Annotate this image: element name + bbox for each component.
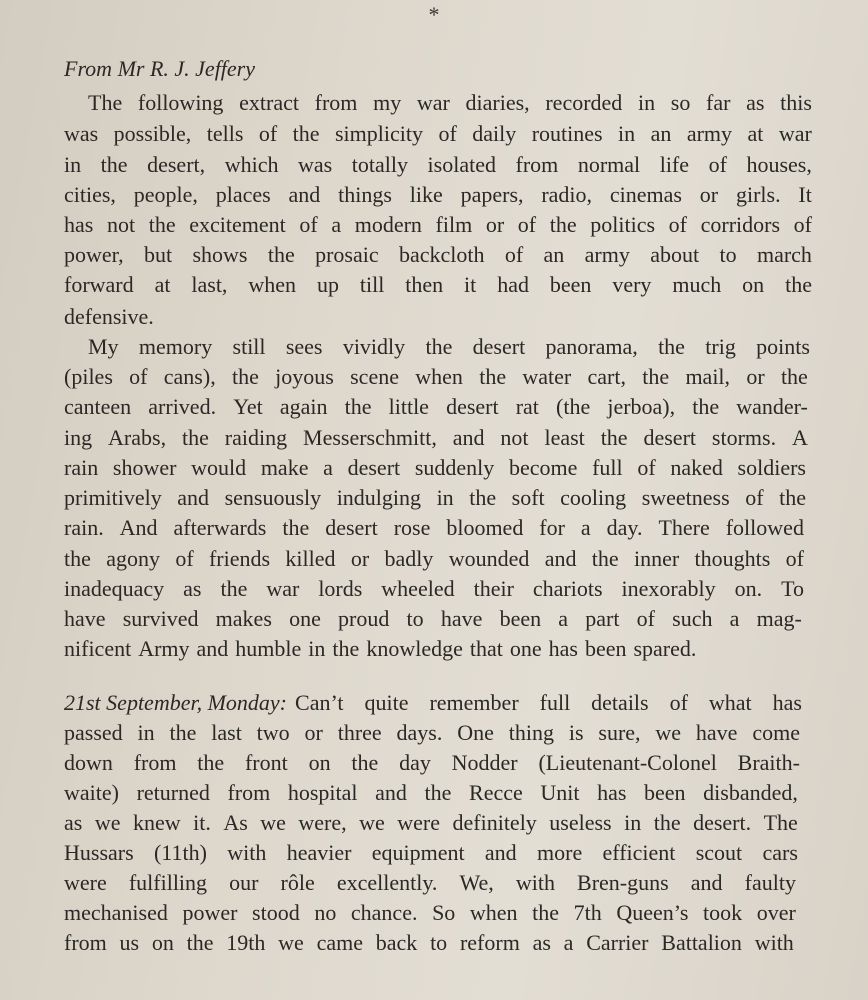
line-text: Can’t quite remember full details of what has	[295, 690, 802, 715]
line-text: were fulfilling our rôle excellently. We, with Bren-guns and faulty	[64, 870, 796, 895]
text-line	[64, 483, 806, 513]
text-line	[64, 838, 798, 868]
diary-date-label: 21st September, Monday:	[64, 690, 288, 715]
text-line	[64, 150, 812, 180]
line-text: as we knew it. As we were, we were definitely useless in the desert. The	[64, 810, 798, 835]
line-text: was possible, tells of the simplicity of daily routines in an army at war	[64, 121, 812, 146]
text-line	[64, 423, 808, 453]
text-line	[88, 88, 812, 118]
text-line	[64, 688, 802, 718]
line-text: inadequacy as the war lords wheeled their chariots inexorably on. To	[64, 576, 804, 601]
line-text: primitively and sensuously indulging in the soft cooling sweetness of the	[64, 485, 806, 510]
line-text: in the desert, which was totally isolated from normal life of houses,	[64, 152, 812, 177]
text-line	[64, 119, 812, 149]
text-line	[64, 302, 161, 332]
line-text: have survived makes one proud to have been a part of such a mag-	[64, 606, 802, 631]
line-text: canteen arrived. Yet again the little desert rat (the jerboa), the wander-	[64, 394, 808, 419]
line-text: (piles of cans), the joyous scene when the water cart, the mail, or the	[64, 364, 808, 389]
contributor-heading: From Mr R. J. Jeffery	[64, 56, 256, 81]
text-line	[64, 362, 808, 392]
text-line	[64, 748, 800, 778]
text-line	[64, 453, 806, 483]
line-text: waite) returned from hospital and the Recce Unit has been disbanded,	[64, 780, 798, 805]
line-text: the agony of friends killed or badly wounded and the inner thoughts of	[64, 546, 804, 571]
line-text: mechanised power stood no chance. So when the 7th Queen’s took over	[64, 900, 796, 925]
line-text: The following extract from my war diaries, recorded in so far as this	[88, 90, 812, 115]
text-line	[64, 574, 804, 604]
line-text: nificent Army and humble in the knowledge that one has been spared.	[64, 636, 697, 661]
line-text: forward at last, when up till then it had been very much on the	[64, 272, 812, 297]
text-line	[64, 180, 812, 210]
text-line	[64, 778, 798, 808]
text-line	[64, 898, 796, 928]
section-ornament: *	[428, 2, 440, 27]
text-line	[64, 270, 812, 300]
text-line	[64, 544, 804, 574]
line-text: ing Arabs, the raiding Messerschmitt, and not least the desert storms. A	[64, 425, 808, 450]
line-text: power, but shows the prosaic backcloth of an army about to march	[64, 242, 812, 267]
line-text: rain. And afterwards the desert rose bloomed for a day. There followed	[64, 515, 804, 540]
line-text: down from the front on the day Nodder (Lieutenant-Colonel Braith-	[64, 750, 800, 775]
text-line	[64, 808, 798, 838]
line-text: cities, people, places and things like papers, radio, cinemas or girls. It	[64, 182, 812, 207]
text-line	[64, 240, 812, 270]
line-text: rain shower would make a desert suddenly become full of naked soldiers	[64, 455, 806, 480]
text-line	[64, 604, 802, 634]
text-line	[64, 210, 812, 240]
text-line	[64, 718, 800, 748]
text-line	[64, 513, 804, 543]
line-text: defensive.	[64, 304, 154, 329]
text-line	[64, 392, 808, 422]
text-line	[64, 634, 703, 664]
text-line	[64, 868, 796, 898]
line-text: from us on the 19th we came back to reform as a Carrier Battalion with	[64, 930, 794, 955]
line-text: passed in the last two or three days. One thing is sure, we have come	[64, 720, 800, 745]
line-text: Hussars (11th) with heavier equipment and more efficient scout cars	[64, 840, 798, 865]
line-text: has not the excitement of a modern film or of the politics of corridors of	[64, 212, 812, 237]
line-text: My memory still sees vividly the desert panorama, the trig points	[88, 334, 810, 359]
text-line	[64, 928, 794, 958]
text-line	[88, 332, 810, 362]
